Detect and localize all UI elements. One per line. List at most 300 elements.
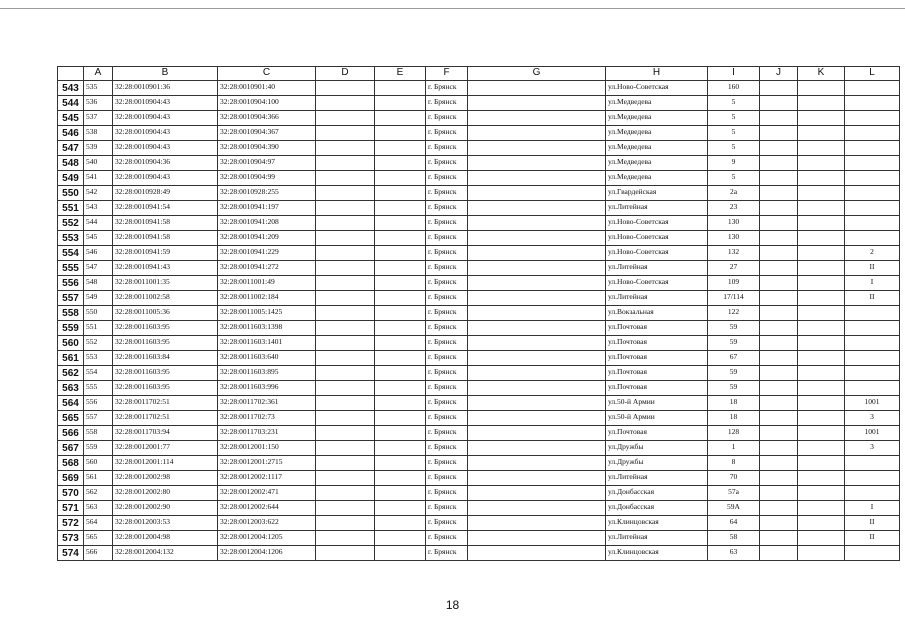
cell-i[interactable]: 18 <box>708 411 760 426</box>
row-number-cell[interactable]: 558 <box>58 306 84 321</box>
cell-c[interactable]: 32:28:0011001:49 <box>218 276 316 291</box>
cell-d[interactable] <box>316 261 375 276</box>
cell-j[interactable] <box>760 201 798 216</box>
cell-j[interactable] <box>760 111 798 126</box>
cell-j[interactable] <box>760 171 798 186</box>
cell-e[interactable] <box>375 246 426 261</box>
cell-f[interactable]: г. Брянск <box>426 336 468 351</box>
cell-f[interactable]: г. Брянск <box>426 321 468 336</box>
cell-c[interactable]: 32:28:0011603:1398 <box>218 321 316 336</box>
cell-g[interactable] <box>468 426 606 441</box>
cell-g[interactable] <box>468 306 606 321</box>
cell-g[interactable] <box>468 81 606 96</box>
cell-i[interactable]: 23 <box>708 201 760 216</box>
cell-a[interactable]: 548 <box>84 276 113 291</box>
cell-d[interactable] <box>316 456 375 471</box>
cell-h[interactable]: ул.Медведева <box>606 96 708 111</box>
cell-d[interactable] <box>316 156 375 171</box>
cell-g[interactable] <box>468 381 606 396</box>
cell-l[interactable] <box>845 381 900 396</box>
cell-b[interactable]: 32:28:0010904:43 <box>113 96 218 111</box>
cell-h[interactable]: ул.Ново-Советская <box>606 231 708 246</box>
cell-j[interactable] <box>760 321 798 336</box>
cell-f[interactable]: г. Брянск <box>426 96 468 111</box>
column-header[interactable]: E <box>375 67 426 81</box>
cell-j[interactable] <box>760 261 798 276</box>
row-number-cell[interactable]: 566 <box>58 426 84 441</box>
cell-e[interactable] <box>375 111 426 126</box>
cell-j[interactable] <box>760 231 798 246</box>
cell-b[interactable]: 32:28:0010928:49 <box>113 186 218 201</box>
row-number-cell[interactable]: 561 <box>58 351 84 366</box>
cell-e[interactable] <box>375 531 426 546</box>
row-number-cell[interactable]: 549 <box>58 171 84 186</box>
cell-f[interactable]: г. Брянск <box>426 231 468 246</box>
cell-g[interactable] <box>468 201 606 216</box>
cell-a[interactable]: 566 <box>84 546 113 561</box>
cell-e[interactable] <box>375 81 426 96</box>
cell-k[interactable] <box>798 81 845 96</box>
cell-k[interactable] <box>798 366 845 381</box>
cell-e[interactable] <box>375 261 426 276</box>
cell-h[interactable]: ул.Почтовая <box>606 351 708 366</box>
cell-a[interactable]: 540 <box>84 156 113 171</box>
cell-i[interactable]: 64 <box>708 516 760 531</box>
cell-j[interactable] <box>760 276 798 291</box>
cell-i[interactable]: 122 <box>708 306 760 321</box>
cell-i[interactable]: 5 <box>708 171 760 186</box>
cell-h[interactable]: ул.Почтовая <box>606 321 708 336</box>
cell-h[interactable]: ул.Ново-Советская <box>606 276 708 291</box>
cell-b[interactable]: 32:28:0010941:54 <box>113 201 218 216</box>
cell-g[interactable] <box>468 216 606 231</box>
cell-i[interactable]: 132 <box>708 246 760 261</box>
cell-c[interactable]: 32:28:0010904:97 <box>218 156 316 171</box>
cell-e[interactable] <box>375 291 426 306</box>
cell-i[interactable]: 160 <box>708 81 760 96</box>
cell-i[interactable]: 59 <box>708 366 760 381</box>
cell-e[interactable] <box>375 501 426 516</box>
cell-f[interactable]: г. Брянск <box>426 81 468 96</box>
cell-k[interactable] <box>798 396 845 411</box>
cell-h[interactable]: ул.Клинцовская <box>606 516 708 531</box>
row-number-cell[interactable]: 547 <box>58 141 84 156</box>
cell-k[interactable] <box>798 336 845 351</box>
cell-a[interactable]: 538 <box>84 126 113 141</box>
cell-f[interactable]: г. Брянск <box>426 486 468 501</box>
cell-h[interactable]: ул.Ново-Советская <box>606 246 708 261</box>
cell-h[interactable]: ул.Дружбы <box>606 441 708 456</box>
cell-a[interactable]: 552 <box>84 336 113 351</box>
cell-l[interactable]: 1001 <box>845 426 900 441</box>
cell-i[interactable]: 2а <box>708 186 760 201</box>
cell-e[interactable] <box>375 366 426 381</box>
cell-a[interactable]: 537 <box>84 111 113 126</box>
cell-i[interactable]: 18 <box>708 396 760 411</box>
cell-f[interactable]: г. Брянск <box>426 186 468 201</box>
cell-h[interactable]: ул.Медведева <box>606 171 708 186</box>
cell-h[interactable]: ул.Дружбы <box>606 456 708 471</box>
cell-l[interactable]: II <box>845 531 900 546</box>
cell-j[interactable] <box>760 486 798 501</box>
cell-f[interactable]: г. Брянск <box>426 306 468 321</box>
cell-d[interactable] <box>316 276 375 291</box>
cell-k[interactable] <box>798 486 845 501</box>
cell-g[interactable] <box>468 501 606 516</box>
cell-d[interactable] <box>316 516 375 531</box>
cell-j[interactable] <box>760 141 798 156</box>
row-number-cell[interactable]: 550 <box>58 186 84 201</box>
cell-d[interactable] <box>316 486 375 501</box>
cell-c[interactable]: 32:28:0010904:367 <box>218 126 316 141</box>
cell-c[interactable]: 32:28:0010941:272 <box>218 261 316 276</box>
cell-g[interactable] <box>468 351 606 366</box>
cell-j[interactable] <box>760 336 798 351</box>
cell-k[interactable] <box>798 201 845 216</box>
cell-c[interactable]: 32:28:0010901:40 <box>218 81 316 96</box>
cell-c[interactable]: 32:28:0011603:895 <box>218 366 316 381</box>
cell-e[interactable] <box>375 171 426 186</box>
cell-a[interactable]: 542 <box>84 186 113 201</box>
cell-l[interactable] <box>845 111 900 126</box>
cell-j[interactable] <box>760 501 798 516</box>
column-header[interactable]: H <box>606 67 708 81</box>
cell-e[interactable] <box>375 216 426 231</box>
cell-i[interactable]: 5 <box>708 141 760 156</box>
cell-j[interactable] <box>760 351 798 366</box>
cell-k[interactable] <box>798 321 845 336</box>
cell-b[interactable]: 32:28:0010901:36 <box>113 81 218 96</box>
cell-b[interactable]: 32:28:0011001:35 <box>113 276 218 291</box>
cell-h[interactable]: ул.Почтовая <box>606 381 708 396</box>
cell-c[interactable]: 32:28:0012002:1117 <box>218 471 316 486</box>
cell-e[interactable] <box>375 156 426 171</box>
cell-c[interactable]: 32:28:0012001:2715 <box>218 456 316 471</box>
cell-c[interactable]: 32:28:0010941:209 <box>218 231 316 246</box>
cell-l[interactable] <box>845 456 900 471</box>
cell-i[interactable]: 9 <box>708 156 760 171</box>
cell-f[interactable]: г. Брянск <box>426 291 468 306</box>
cell-d[interactable] <box>316 321 375 336</box>
cell-d[interactable] <box>316 546 375 561</box>
cell-i[interactable]: 59 <box>708 381 760 396</box>
cell-g[interactable] <box>468 126 606 141</box>
cell-l[interactable] <box>845 201 900 216</box>
cell-l[interactable]: II <box>845 261 900 276</box>
cell-l[interactable] <box>845 156 900 171</box>
cell-f[interactable]: г. Брянск <box>426 441 468 456</box>
cell-j[interactable] <box>760 366 798 381</box>
cell-e[interactable] <box>375 321 426 336</box>
cell-l[interactable] <box>845 126 900 141</box>
cell-j[interactable] <box>760 456 798 471</box>
cell-b[interactable]: 32:28:0010904:43 <box>113 171 218 186</box>
cell-i[interactable]: 57а <box>708 486 760 501</box>
cell-g[interactable] <box>468 231 606 246</box>
cell-g[interactable] <box>468 291 606 306</box>
cell-c[interactable]: 32:28:0011702:361 <box>218 396 316 411</box>
cell-j[interactable] <box>760 246 798 261</box>
row-number-cell[interactable]: 564 <box>58 396 84 411</box>
row-number-cell[interactable]: 560 <box>58 336 84 351</box>
cell-h[interactable]: ул.Литейная <box>606 471 708 486</box>
cell-i[interactable]: 59 <box>708 321 760 336</box>
cell-i[interactable]: 5 <box>708 96 760 111</box>
row-number-cell[interactable]: 563 <box>58 381 84 396</box>
row-number-cell[interactable]: 562 <box>58 366 84 381</box>
cell-c[interactable]: 32:28:0011603:1401 <box>218 336 316 351</box>
cell-a[interactable]: 563 <box>84 501 113 516</box>
cell-h[interactable]: ул.Медведева <box>606 156 708 171</box>
cell-c[interactable]: 32:28:0010941:197 <box>218 201 316 216</box>
cell-c[interactable]: 32:28:0012004:1205 <box>218 531 316 546</box>
cell-d[interactable] <box>316 201 375 216</box>
cell-c[interactable]: 32:28:0011703:231 <box>218 426 316 441</box>
row-number-cell[interactable]: 571 <box>58 501 84 516</box>
cell-c[interactable]: 32:28:0012001:150 <box>218 441 316 456</box>
column-header[interactable]: C <box>218 67 316 81</box>
cell-c[interactable]: 32:28:0012003:622 <box>218 516 316 531</box>
cell-h[interactable]: ул.Клинцовская <box>606 546 708 561</box>
cell-j[interactable] <box>760 126 798 141</box>
cell-c[interactable]: 32:28:0012004:1206 <box>218 546 316 561</box>
cell-d[interactable] <box>316 351 375 366</box>
cell-c[interactable]: 32:28:0010928:255 <box>218 186 316 201</box>
cell-i[interactable]: 63 <box>708 546 760 561</box>
cell-e[interactable] <box>375 486 426 501</box>
cell-d[interactable] <box>316 231 375 246</box>
cell-k[interactable] <box>798 351 845 366</box>
cell-f[interactable]: г. Брянск <box>426 501 468 516</box>
cell-d[interactable] <box>316 81 375 96</box>
row-number-cell[interactable]: 552 <box>58 216 84 231</box>
cell-a[interactable]: 562 <box>84 486 113 501</box>
cell-i[interactable]: 109 <box>708 276 760 291</box>
cell-a[interactable]: 545 <box>84 231 113 246</box>
cell-f[interactable]: г. Брянск <box>426 276 468 291</box>
cell-j[interactable] <box>760 531 798 546</box>
row-number-cell[interactable]: 569 <box>58 471 84 486</box>
cell-l[interactable]: 3 <box>845 411 900 426</box>
cell-d[interactable] <box>316 291 375 306</box>
cell-b[interactable]: 32:28:0010904:43 <box>113 141 218 156</box>
column-header[interactable]: I <box>708 67 760 81</box>
cell-k[interactable] <box>798 501 845 516</box>
cell-d[interactable] <box>316 186 375 201</box>
cell-g[interactable] <box>468 156 606 171</box>
cell-l[interactable] <box>845 351 900 366</box>
cell-c[interactable]: 32:28:0010941:229 <box>218 246 316 261</box>
cell-d[interactable] <box>316 471 375 486</box>
cell-a[interactable]: 556 <box>84 396 113 411</box>
cell-e[interactable] <box>375 336 426 351</box>
cell-g[interactable] <box>468 396 606 411</box>
row-number-cell[interactable]: 546 <box>58 126 84 141</box>
cell-l[interactable] <box>845 306 900 321</box>
cell-g[interactable] <box>468 246 606 261</box>
column-header[interactable]: K <box>798 67 845 81</box>
cell-b[interactable]: 32:28:0011702:51 <box>113 411 218 426</box>
cell-e[interactable] <box>375 141 426 156</box>
cell-j[interactable] <box>760 441 798 456</box>
cell-a[interactable]: 543 <box>84 201 113 216</box>
cell-l[interactable]: II <box>845 291 900 306</box>
cell-h[interactable]: ул.50-й Армии <box>606 411 708 426</box>
cell-e[interactable] <box>375 381 426 396</box>
cell-b[interactable]: 32:28:0012002:98 <box>113 471 218 486</box>
cell-d[interactable] <box>316 126 375 141</box>
cell-c[interactable]: 32:28:0011002:184 <box>218 291 316 306</box>
cell-g[interactable] <box>468 531 606 546</box>
cell-d[interactable] <box>316 246 375 261</box>
cell-h[interactable]: ул.Донбасская <box>606 486 708 501</box>
row-number-cell[interactable]: 568 <box>58 456 84 471</box>
row-number-cell[interactable]: 548 <box>58 156 84 171</box>
cell-b[interactable]: 32:28:0010904:43 <box>113 111 218 126</box>
cell-j[interactable] <box>760 381 798 396</box>
cell-b[interactable]: 32:28:0010941:58 <box>113 231 218 246</box>
row-number-cell[interactable]: 556 <box>58 276 84 291</box>
cell-a[interactable]: 555 <box>84 381 113 396</box>
cell-i[interactable]: 59 <box>708 336 760 351</box>
cell-b[interactable]: 32:28:0011603:95 <box>113 381 218 396</box>
cell-a[interactable]: 539 <box>84 141 113 156</box>
cell-e[interactable] <box>375 186 426 201</box>
cell-j[interactable] <box>760 426 798 441</box>
row-number-cell[interactable]: 543 <box>58 81 84 96</box>
cell-i[interactable]: 1 <box>708 441 760 456</box>
cell-a[interactable]: 565 <box>84 531 113 546</box>
cell-b[interactable]: 32:28:0012004:98 <box>113 531 218 546</box>
cell-a[interactable]: 536 <box>84 96 113 111</box>
cell-a[interactable]: 544 <box>84 216 113 231</box>
cell-b[interactable]: 32:28:0012002:80 <box>113 486 218 501</box>
cell-d[interactable] <box>316 381 375 396</box>
cell-k[interactable] <box>798 171 845 186</box>
cell-b[interactable]: 32:28:0012002:90 <box>113 501 218 516</box>
cell-d[interactable] <box>316 396 375 411</box>
cell-l[interactable] <box>845 81 900 96</box>
cell-d[interactable] <box>316 426 375 441</box>
cell-e[interactable] <box>375 201 426 216</box>
cell-i[interactable]: 5 <box>708 126 760 141</box>
cell-k[interactable] <box>798 516 845 531</box>
cell-a[interactable]: 564 <box>84 516 113 531</box>
cell-l[interactable] <box>845 141 900 156</box>
cell-j[interactable] <box>760 216 798 231</box>
cell-k[interactable] <box>798 546 845 561</box>
cell-d[interactable] <box>316 366 375 381</box>
cell-j[interactable] <box>760 471 798 486</box>
cell-e[interactable] <box>375 231 426 246</box>
cell-c[interactable]: 32:28:0010941:208 <box>218 216 316 231</box>
cell-f[interactable]: г. Брянск <box>426 351 468 366</box>
cell-d[interactable] <box>316 111 375 126</box>
column-header[interactable]: J <box>760 67 798 81</box>
cell-e[interactable] <box>375 351 426 366</box>
cell-k[interactable] <box>798 411 845 426</box>
cell-g[interactable] <box>468 411 606 426</box>
cell-f[interactable]: г. Брянск <box>426 516 468 531</box>
cell-b[interactable]: 32:28:0012004:132 <box>113 546 218 561</box>
cell-l[interactable] <box>845 96 900 111</box>
cell-b[interactable]: 32:28:0012001:77 <box>113 441 218 456</box>
row-number-cell[interactable]: 572 <box>58 516 84 531</box>
cell-h[interactable]: ул.Почтовая <box>606 366 708 381</box>
cell-g[interactable] <box>468 546 606 561</box>
cell-h[interactable]: ул.Литейная <box>606 531 708 546</box>
cell-k[interactable] <box>798 441 845 456</box>
cell-a[interactable]: 547 <box>84 261 113 276</box>
cell-f[interactable]: г. Брянск <box>426 366 468 381</box>
cell-k[interactable] <box>798 141 845 156</box>
cell-b[interactable]: 32:28:0011603:95 <box>113 366 218 381</box>
cell-f[interactable]: г. Брянск <box>426 201 468 216</box>
cell-h[interactable]: ул.Гвардейская <box>606 186 708 201</box>
cell-b[interactable]: 32:28:0010904:36 <box>113 156 218 171</box>
cell-g[interactable] <box>468 366 606 381</box>
cell-f[interactable]: г. Брянск <box>426 381 468 396</box>
cell-j[interactable] <box>760 96 798 111</box>
cell-f[interactable]: г. Брянск <box>426 261 468 276</box>
cell-d[interactable] <box>316 171 375 186</box>
cell-c[interactable]: 32:28:0010904:390 <box>218 141 316 156</box>
cell-i[interactable]: 58 <box>708 531 760 546</box>
cell-i[interactable]: 128 <box>708 426 760 441</box>
cell-e[interactable] <box>375 471 426 486</box>
cell-k[interactable] <box>798 456 845 471</box>
cell-e[interactable] <box>375 426 426 441</box>
row-number-cell[interactable]: 555 <box>58 261 84 276</box>
cell-d[interactable] <box>316 96 375 111</box>
cell-c[interactable]: 32:28:0011702:73 <box>218 411 316 426</box>
column-header[interactable]: A <box>84 67 113 81</box>
cell-g[interactable] <box>468 486 606 501</box>
cell-k[interactable] <box>798 231 845 246</box>
cell-a[interactable]: 560 <box>84 456 113 471</box>
cell-a[interactable]: 546 <box>84 246 113 261</box>
cell-a[interactable]: 550 <box>84 306 113 321</box>
cell-a[interactable]: 541 <box>84 171 113 186</box>
cell-j[interactable] <box>760 546 798 561</box>
cell-h[interactable]: ул.Медведева <box>606 141 708 156</box>
cell-f[interactable]: г. Брянск <box>426 141 468 156</box>
column-header[interactable]: B <box>113 67 218 81</box>
cell-d[interactable] <box>316 336 375 351</box>
cell-l[interactable]: I <box>845 501 900 516</box>
cell-l[interactable] <box>845 216 900 231</box>
cell-l[interactable] <box>845 471 900 486</box>
cell-f[interactable]: г. Брянск <box>426 111 468 126</box>
cell-a[interactable]: 554 <box>84 366 113 381</box>
cell-j[interactable] <box>760 156 798 171</box>
cell-h[interactable]: ул.Медведева <box>606 126 708 141</box>
column-header[interactable]: F <box>426 67 468 81</box>
cell-h[interactable]: ул.Ново-Советская <box>606 81 708 96</box>
cell-i[interactable]: 67 <box>708 351 760 366</box>
row-number-cell[interactable]: 574 <box>58 546 84 561</box>
cell-e[interactable] <box>375 411 426 426</box>
cell-d[interactable] <box>316 501 375 516</box>
cell-f[interactable]: г. Брянск <box>426 171 468 186</box>
corner-cell[interactable] <box>58 67 84 81</box>
cell-g[interactable] <box>468 261 606 276</box>
cell-k[interactable] <box>798 291 845 306</box>
column-header[interactable]: L <box>845 67 900 81</box>
cell-e[interactable] <box>375 126 426 141</box>
cell-e[interactable] <box>375 276 426 291</box>
cell-f[interactable]: г. Брянск <box>426 216 468 231</box>
